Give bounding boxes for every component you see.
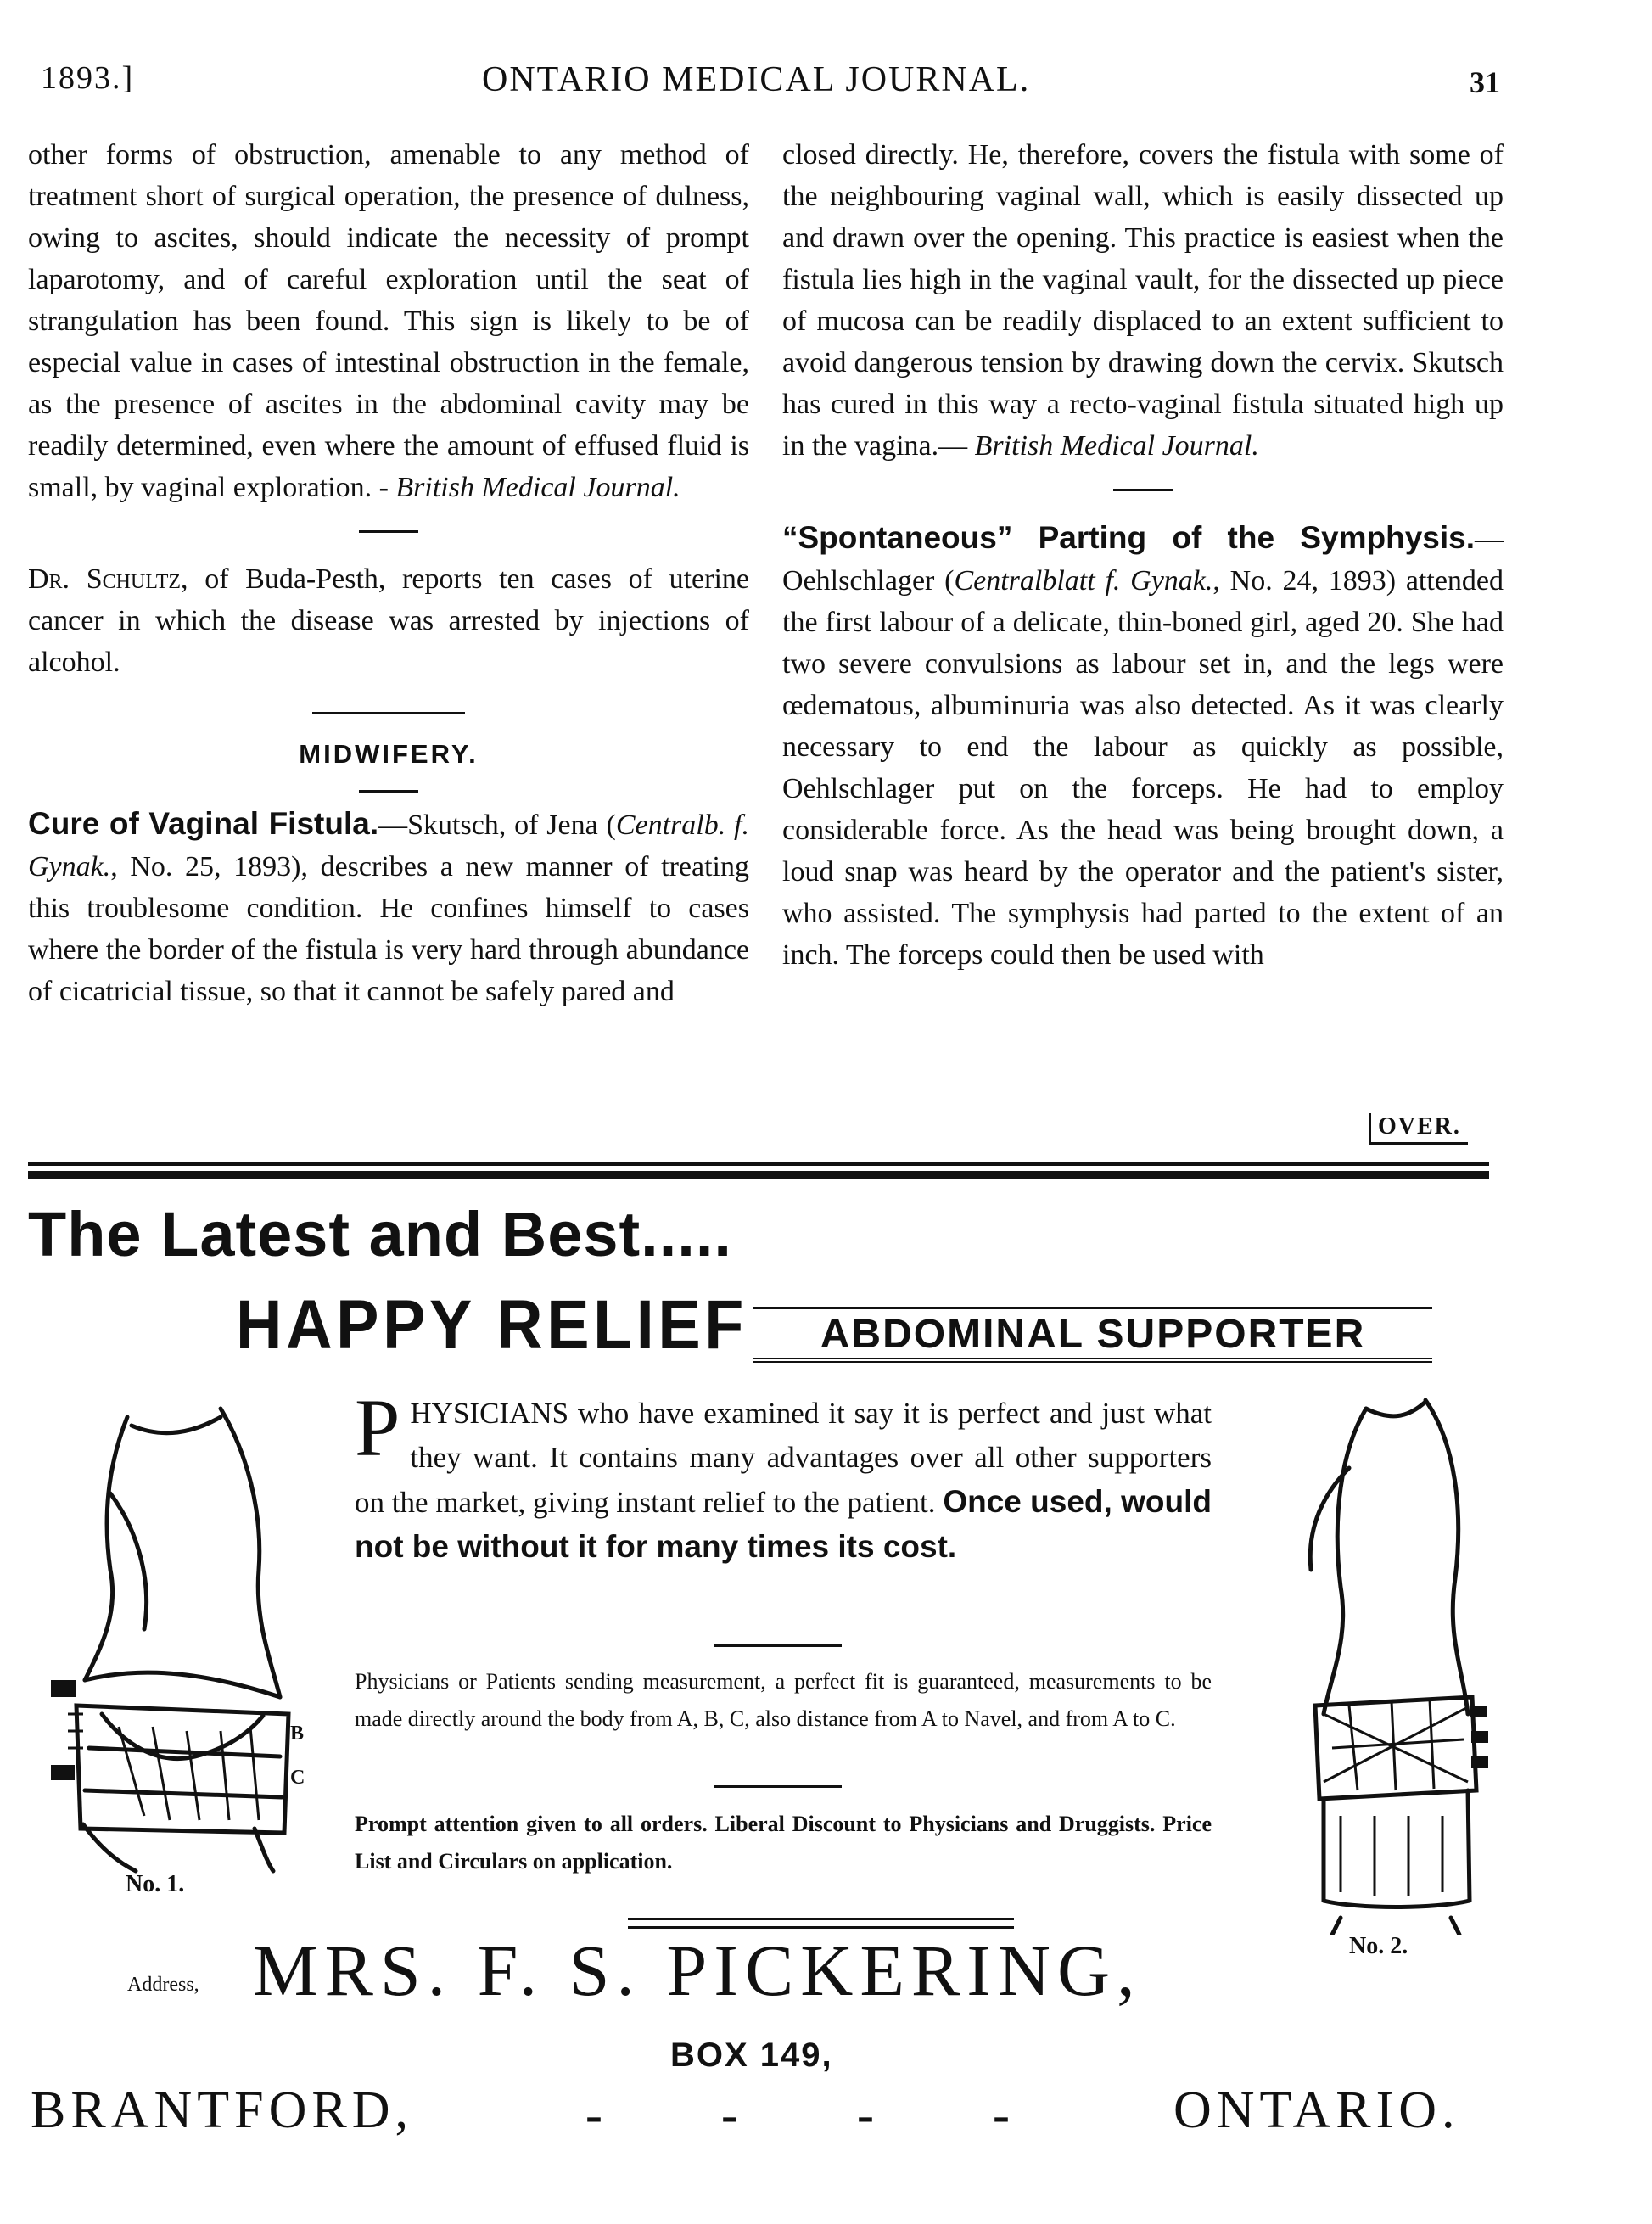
- advertiser-city: BRANTFORD,: [31, 2081, 414, 2139]
- ad-top-rule: [28, 1162, 1489, 1166]
- ad-headline: The Latest and Best.....: [28, 1199, 732, 1269]
- symphysis-text-2: , No. 24, 1893) attended the first labour of a delicate, thin-boned girl, aged 20. She had two severe convulsions as labour set in, and the legs were œdematous, albuminuria was also detected. As it was clearly necessary to end the labour as quickly as possible, Oehlschlager put on the forceps. He had to employ considerable force. As the head was being brought down, a loud snap was heard by the operator and the patient's sister, who assisted. The symphysis had parted to the extent of an inch. The forceps could then be used with: [782, 565, 1504, 971]
- figure-mark-b: B: [290, 1723, 305, 1745]
- supporter-drawing-2: [1273, 1392, 1493, 1935]
- fistula-text-1: —Skutsch, of Jena (: [378, 809, 616, 841]
- address-label: Address,: [127, 1974, 199, 1996]
- supporter-illustration-1: [51, 1392, 305, 1875]
- ad-body-text: [355, 1382, 1212, 1570]
- symphysis-citation: Centralblatt f. Gynak.: [954, 565, 1213, 597]
- fistula-text-2: , No. 25, 1893), describes a new manner of treating this troublesome condition. He confines himself to cases where the border of the fistula is very hard through abundance of cicatricial tissue, so that it cannot be safely pared and: [28, 851, 749, 1007]
- address-rule: [628, 1918, 1014, 1920]
- obstruction-text: other forms of obstruction, amenable to any method of treatment short of surgical operation, the presence of dulness, owing to ascites, should indicate the necessity of prompt laparotomy, and of careful exploration until the seat of strangulation has been found. This sign is likely to be of especial value in cases of intestinal obstruction in the female, as the presence of ascites in the abdominal cavity may be readily determined, even where the amount of effused fluid is small, by vaginal exploration. -: [28, 139, 749, 503]
- right-column: [782, 134, 1504, 976]
- ad-body-start: HYSICIANS who have examined it say it is perfect and just what they want. It contains many advantages over all other supporters on the market, giving instant relief to the patient.: [355, 1397, 1212, 1519]
- ad-drop-cap: P: [355, 1382, 400, 1473]
- advertiser-name: MRS. F. S. PICKERING,: [253, 1930, 1142, 2011]
- ad-body-emphasis: Once used, would not be without it for many times its cost.: [355, 1484, 1212, 1564]
- schultz-text: of Buda-Pesth, reports ten cases of uterine cancer in which the disease was arrested by injections of alcohol.: [28, 563, 750, 678]
- fistula-title: Cure of Vaginal Fistula.: [28, 806, 379, 841]
- advertiser-box: BOX 149,: [670, 2036, 833, 2074]
- ad-top-rule-heavy: [28, 1171, 1489, 1179]
- fistula-paragraph: [28, 803, 749, 1012]
- page-number: 31: [1470, 65, 1500, 99]
- fistula-citation: Centralb. f. Gynak.: [28, 809, 749, 882]
- supporter-drawing-1: [51, 1392, 305, 1875]
- ad-separator: [714, 1644, 842, 1647]
- fistula-source: British Medical Journal.: [974, 430, 1259, 462]
- section-separator: [312, 712, 465, 714]
- separator-rule: [1113, 489, 1173, 491]
- symphysis-text-1: —Oehlschlager (: [782, 524, 1504, 597]
- obstruction-source: British Medical Journal.: [395, 472, 680, 503]
- section-heading-midwifery: MIDWIFERY.: [299, 739, 479, 769]
- running-header: [41, 59, 1500, 110]
- symphysis-paragraph: [782, 517, 1504, 976]
- separator-rule: [359, 530, 418, 533]
- ad-product-name: HAPPY RELIEF: [236, 1286, 748, 1364]
- address-dashes: - - - -: [585, 2087, 1010, 2143]
- schultz-paragraph: [28, 558, 749, 683]
- advertiser-province: ONTARIO.: [1173, 2081, 1460, 2139]
- symphysis-title: “Spontaneous” Parting of the Symphysis.: [782, 520, 1475, 555]
- supporter-illustration-2: [1273, 1392, 1493, 1935]
- figure-mark-c: C: [290, 1767, 305, 1789]
- schultz-name: Dr. Schultz,: [28, 563, 188, 595]
- ad-product-subtitle: ABDOMINAL SUPPORTER: [753, 1307, 1432, 1363]
- figure-1-label: No. 1.: [126, 1871, 185, 1897]
- fistula-continued-paragraph: [782, 134, 1504, 467]
- left-column: [28, 134, 749, 1012]
- header-year: 1893.]: [41, 60, 135, 96]
- ad-measurement-note: Physicians or Patients sending measurement, a perfect fit is guaranteed, measurements to be made directly around the body from A, B, C, also distance from A to Navel, and from A to C.: [355, 1669, 1212, 1731]
- over-continuation: OVER.: [1369, 1113, 1468, 1145]
- ad-orders-note: Prompt attention given to all orders. Liberal Discount to Physicians and Druggists. Price List and Circulars on application.: [355, 1812, 1212, 1874]
- obstruction-paragraph: [28, 134, 749, 508]
- figure-2-label: No. 2.: [1349, 1933, 1408, 1959]
- heading-rule: [359, 790, 418, 793]
- fistula-continued-text: closed directly. He, therefore, covers the fistula with some of the neighbouring vaginal wall, which is easily dissected up and drawn over the opening. This practice is easiest when the fistula lies high in the vaginal vault, for the dissected up piece of mucosa can be readily displaced to an extent sufficient to avoid dangerous tension by drawing down the cervix. Skutsch has cured in this way a recto-vaginal fistula situated high up in the vagina.—: [782, 139, 1504, 462]
- journal-title: ONTARIO MEDICAL JOURNAL.: [482, 60, 1031, 99]
- ad-separator: [714, 1785, 842, 1788]
